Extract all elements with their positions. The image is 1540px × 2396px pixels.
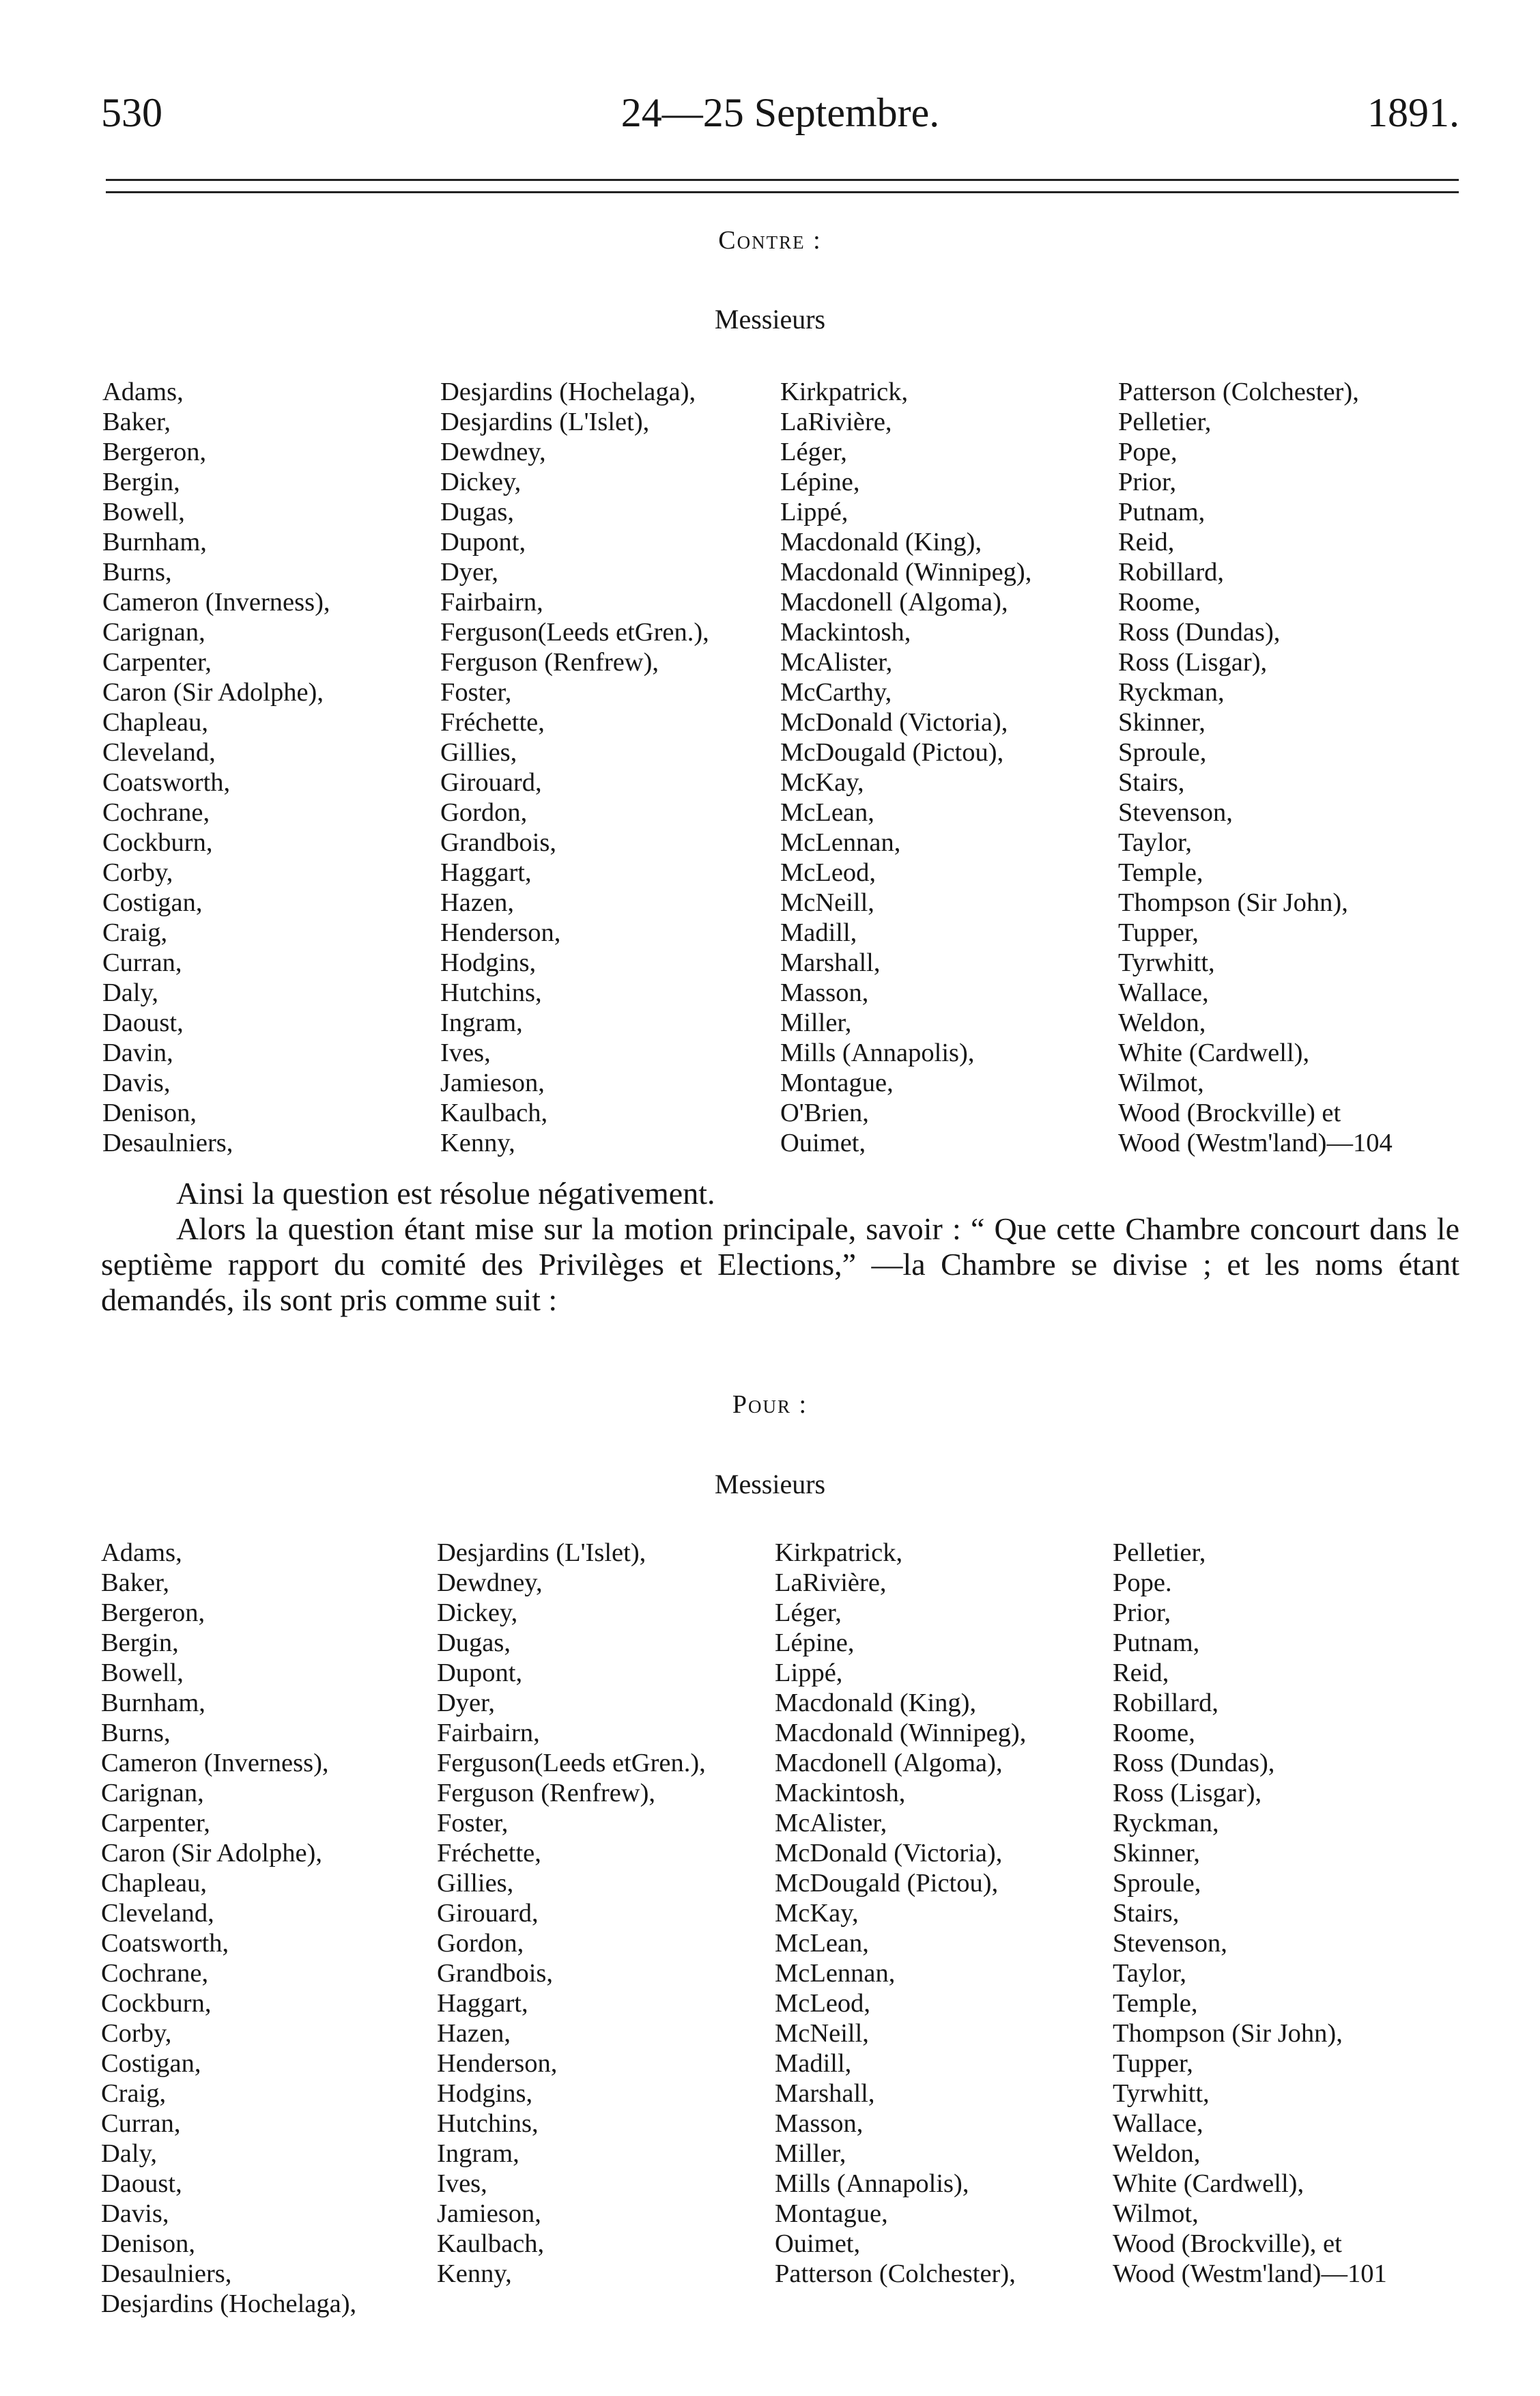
member-name: Pope,	[1118, 438, 1178, 466]
member-name: Sproule,	[1118, 738, 1207, 767]
member-name: Masson,	[780, 978, 869, 1007]
member-name: Kenny,	[440, 1129, 515, 1157]
member-name: Fairbairn,	[440, 588, 543, 617]
member-name: Dyer,	[440, 558, 499, 587]
member-name: Ferguson(Leeds etGren.),	[440, 618, 709, 647]
member-name: Robillard,	[1113, 1689, 1219, 1717]
body-text	[101, 1176, 1459, 1318]
member-name: Caron (Sir Adolphe),	[102, 678, 324, 707]
member-name: Bergin,	[102, 468, 180, 496]
member-name: Tyrwhitt,	[1113, 2079, 1210, 2108]
member-name: Mills (Annapolis),	[775, 2169, 969, 2198]
member-name: Mackintosh,	[775, 1779, 906, 1807]
member-name: White (Cardwell),	[1113, 2169, 1304, 2198]
member-name: Tupper,	[1118, 918, 1199, 947]
member-name: McAlister,	[775, 1809, 887, 1837]
member-name: Madill,	[775, 2049, 852, 2078]
member-name: Ross (Dundas),	[1118, 618, 1281, 647]
member-name: Desjardins (L'Islet),	[437, 1538, 646, 1567]
member-name: Ives,	[440, 1039, 491, 1067]
member-name: Kenny,	[437, 2259, 512, 2288]
pour-column-3	[775, 1538, 1026, 2289]
member-name: Miller,	[780, 1009, 852, 1037]
member-name: Craig,	[102, 918, 168, 947]
member-name: White (Cardwell),	[1118, 1039, 1310, 1067]
member-name: Ferguson (Renfrew),	[440, 648, 659, 677]
member-name: Craig,	[101, 2079, 167, 2108]
contre-column-2	[440, 377, 709, 1158]
member-name: Masson,	[775, 2109, 864, 2138]
member-name: Denison,	[102, 1099, 197, 1127]
member-name: Temple,	[1113, 1989, 1198, 2018]
member-name: Bergeron,	[102, 438, 207, 466]
member-name: Patterson (Colchester),	[1118, 378, 1359, 406]
member-name: Grandbois,	[437, 1959, 554, 1988]
member-name: McLeod,	[780, 858, 876, 887]
member-name: Cochrane,	[101, 1959, 209, 1988]
member-name: Gordon,	[437, 1929, 524, 1958]
member-name: McDonald (Victoria),	[780, 708, 1008, 737]
member-name: Roome,	[1118, 588, 1201, 617]
member-name: Desjardins (Hochelaga),	[101, 2289, 357, 2318]
member-name: Ryckman,	[1113, 1809, 1219, 1837]
member-name: Adams,	[101, 1538, 182, 1567]
member-name: Roome,	[1113, 1719, 1195, 1747]
member-name: Gillies,	[437, 1869, 514, 1898]
member-name: Lépine,	[775, 1629, 855, 1657]
member-name: Ferguson(Leeds etGren.),	[437, 1749, 706, 1777]
member-name: Costigan,	[101, 2049, 201, 2078]
page-number: 530	[101, 90, 162, 135]
member-name: Madill,	[780, 918, 857, 947]
member-name: Desjardins (L'Islet),	[440, 408, 650, 436]
member-name: Carignan,	[102, 618, 205, 647]
member-name: Ferguson (Renfrew),	[437, 1779, 656, 1807]
member-name: Gillies,	[440, 738, 517, 767]
pour-column-4	[1113, 1538, 1387, 2289]
member-name: Caron (Sir Adolphe),	[101, 1839, 322, 1868]
member-name: Corby,	[101, 2019, 172, 2048]
pour-subheading: Messieurs	[714, 1469, 826, 1499]
member-name: Marshall,	[775, 2079, 875, 2108]
member-name: Macdonell (Algoma),	[775, 1749, 1003, 1777]
member-name: Taylor,	[1113, 1959, 1187, 1988]
member-name: Baker,	[101, 1568, 170, 1597]
member-name: Cockburn,	[102, 828, 213, 857]
member-name: LaRivière,	[775, 1568, 887, 1597]
member-name: Girouard,	[440, 768, 542, 797]
member-name: Baker,	[102, 408, 171, 436]
member-name: Burns,	[101, 1719, 171, 1747]
member-name: Pelletier,	[1118, 408, 1212, 436]
member-name: Bowell,	[101, 1659, 184, 1687]
member-name: Skinner,	[1113, 1839, 1200, 1868]
member-name: Mackintosh,	[780, 618, 911, 647]
member-name: Macdonald (King),	[780, 528, 982, 556]
member-name: Dugas,	[437, 1629, 511, 1657]
paragraph-result: Ainsi la question est résolue négativement.	[176, 1176, 715, 1211]
member-name: Macdonald (King),	[775, 1689, 977, 1717]
member-name: Kirkpatrick,	[775, 1538, 903, 1567]
member-name: Cochrane,	[102, 798, 210, 827]
member-name: Dugas,	[440, 498, 514, 526]
member-name: Marshall,	[780, 948, 881, 977]
member-name: Miller,	[775, 2139, 846, 2168]
member-name: Dewdney,	[440, 438, 546, 466]
contre-column-4	[1118, 377, 1393, 1158]
member-name: McLennan,	[780, 828, 901, 857]
member-name: McLennan,	[775, 1959, 896, 1988]
member-name: Chapleau,	[102, 708, 209, 737]
member-name: Reid,	[1113, 1659, 1169, 1687]
member-name: Stevenson,	[1118, 798, 1233, 827]
paragraph-motion: Alors la question étant mise sur la motion principale, savoir : “ Que cette Chambre concourt dans le septième rapport du comité des Privilèges et Elections,” —la Chambre se divise ; et les noms étant demandés, ils sont pris comme suit :	[101, 1211, 1459, 1317]
member-name: Stairs,	[1113, 1899, 1180, 1928]
member-name: Coatsworth,	[102, 768, 231, 797]
member-name: O'Brien,	[780, 1099, 869, 1127]
member-name: Hodgins,	[440, 948, 537, 977]
member-name: Cameron (Inverness),	[101, 1749, 329, 1777]
member-name: Dewdney,	[437, 1568, 543, 1597]
running-head	[101, 82, 1459, 143]
member-name: McKay,	[780, 768, 864, 797]
member-name: Léger,	[780, 438, 847, 466]
member-name: Lépine,	[780, 468, 860, 496]
member-name: Coatsworth,	[101, 1929, 229, 1958]
member-name: Ingram,	[440, 1009, 523, 1037]
member-name: Desaulniers,	[101, 2259, 232, 2288]
page-date: 24—25 Septembre.	[621, 90, 940, 135]
member-name: Lippé,	[775, 1659, 843, 1687]
member-name: Ryckman,	[1118, 678, 1225, 707]
member-name: Hazen,	[437, 2019, 511, 2048]
member-name: Tupper,	[1113, 2049, 1193, 2078]
contre-column-1	[102, 377, 330, 1158]
member-name: Montague,	[780, 1069, 894, 1097]
member-name: McCarthy,	[780, 678, 892, 707]
header-rule-top	[106, 179, 1459, 181]
member-name: Pope.	[1113, 1568, 1172, 1597]
member-name: Girouard,	[437, 1899, 539, 1928]
member-name: Cleveland,	[101, 1899, 214, 1928]
member-name: Carpenter,	[102, 648, 212, 677]
member-name: Dyer,	[437, 1689, 496, 1717]
member-name: Grandbois,	[440, 828, 557, 857]
member-name: Dupont,	[437, 1659, 523, 1687]
member-name: Fréchette,	[440, 708, 545, 737]
member-name: Adams,	[102, 378, 184, 406]
member-name: Wood (Brockville), et	[1113, 2229, 1342, 2258]
member-name: Ross (Lisgar),	[1118, 648, 1268, 677]
member-name: Macdonell (Algoma),	[780, 588, 1008, 617]
member-name: Desaulniers,	[102, 1129, 233, 1157]
member-name: Burnham,	[102, 528, 207, 556]
member-name: McNeill,	[780, 888, 874, 917]
member-name: Hodgins,	[437, 2079, 533, 2108]
contre-column-3	[780, 377, 1031, 1158]
member-name: Dickey,	[440, 468, 522, 496]
member-name: Reid,	[1118, 528, 1175, 556]
member-name: Ouimet,	[780, 1129, 866, 1157]
member-name: Hutchins,	[440, 978, 542, 1007]
member-name: McKay,	[775, 1899, 859, 1928]
member-name: Kirkpatrick,	[780, 378, 909, 406]
member-name: Cockburn,	[101, 1989, 212, 2018]
member-name: Montague,	[775, 2199, 888, 2228]
member-name: Cleveland,	[102, 738, 216, 767]
member-name: McDougald (Pictou),	[780, 738, 1004, 767]
member-name: McLean,	[780, 798, 874, 827]
member-name: Sproule,	[1113, 1869, 1201, 1898]
member-name: Gordon,	[440, 798, 528, 827]
member-name: McLean,	[775, 1929, 869, 1958]
member-name: Skinner,	[1118, 708, 1206, 737]
member-name: Davis,	[102, 1069, 171, 1097]
member-name: Bergeron,	[101, 1598, 205, 1627]
member-name: McNeill,	[775, 2019, 869, 2048]
member-name: Wilmot,	[1118, 1069, 1204, 1097]
member-name: Wood (Brockville) et	[1118, 1099, 1341, 1127]
member-name: Dupont,	[440, 528, 526, 556]
member-name: Burns,	[102, 558, 172, 587]
member-name: Bowell,	[102, 498, 185, 526]
contre-heading: Contre :	[718, 226, 822, 255]
member-name: Macdonald (Winnipeg),	[780, 558, 1032, 587]
member-name: Denison,	[101, 2229, 195, 2258]
member-name: Patterson (Colchester),	[775, 2259, 1016, 2288]
pour-column-2	[437, 1538, 706, 2289]
member-name: Jamieson,	[440, 1069, 545, 1097]
member-name: Prior,	[1113, 1598, 1171, 1627]
member-name: Chapleau,	[101, 1869, 208, 1898]
member-name: Curran,	[102, 948, 182, 977]
member-name: Foster,	[440, 678, 512, 707]
member-name: Bergin,	[101, 1629, 179, 1657]
member-name: Wood (Westm'land)—101	[1113, 2259, 1387, 2288]
member-name: Davis,	[101, 2199, 169, 2228]
member-name: Haggart,	[437, 1989, 528, 2018]
member-name: Temple,	[1118, 858, 1203, 887]
member-name: Daoust,	[101, 2169, 182, 2198]
member-name: Daly,	[101, 2139, 157, 2168]
contre-subheading: Messieurs	[714, 304, 826, 335]
member-name: Mills (Annapolis),	[780, 1039, 975, 1067]
member-name: Ross (Lisgar),	[1113, 1779, 1262, 1807]
member-name: Ouimet,	[775, 2229, 861, 2258]
member-name: Weldon,	[1113, 2139, 1201, 2168]
member-name: Jamieson,	[437, 2199, 541, 2228]
member-name: Costigan,	[102, 888, 203, 917]
member-name: Burnham,	[101, 1689, 205, 1717]
member-name: Wood (Westm'land)—104	[1118, 1129, 1393, 1157]
member-name: McDougald (Pictou),	[775, 1869, 999, 1898]
header-rule-bottom	[106, 191, 1459, 193]
member-name: Curran,	[101, 2109, 181, 2138]
member-name: Carignan,	[101, 1779, 204, 1807]
member-name: Thompson (Sir John),	[1118, 888, 1348, 917]
member-name: Fairbairn,	[437, 1719, 540, 1747]
member-name: Stevenson,	[1113, 1929, 1227, 1958]
member-name: Dickey,	[437, 1598, 518, 1627]
member-name: Stairs,	[1118, 768, 1185, 797]
member-name: Wallace,	[1113, 2109, 1203, 2138]
pour-heading: Pour :	[732, 1390, 808, 1419]
member-name: Hutchins,	[437, 2109, 539, 2138]
member-name: Fréchette,	[437, 1839, 541, 1868]
member-name: Ingram,	[437, 2139, 519, 2168]
member-name: Putnam,	[1118, 498, 1206, 526]
member-name: Kaulbach,	[437, 2229, 545, 2258]
pour-column-1	[101, 1538, 356, 2319]
member-name: Tyrwhitt,	[1118, 948, 1215, 977]
member-name: Henderson,	[437, 2049, 558, 2078]
member-name: Wallace,	[1118, 978, 1209, 1007]
member-name: Lippé,	[780, 498, 849, 526]
member-name: Foster,	[437, 1809, 509, 1837]
member-name: McDonald (Victoria),	[775, 1839, 1003, 1868]
member-name: Daoust,	[102, 1009, 184, 1037]
member-name: Ives,	[437, 2169, 487, 2198]
member-name: Robillard,	[1118, 558, 1225, 587]
member-name: Daly,	[102, 978, 158, 1007]
member-name: Haggart,	[440, 858, 532, 887]
page-year: 1891.	[1367, 90, 1459, 135]
member-name: Taylor,	[1118, 828, 1193, 857]
member-name: Macdonald (Winnipeg),	[775, 1719, 1027, 1747]
member-name: Henderson,	[440, 918, 561, 947]
member-name: Prior,	[1118, 468, 1177, 496]
member-name: Desjardins (Hochelaga),	[440, 378, 696, 406]
member-name: Hazen,	[440, 888, 514, 917]
member-name: Carpenter,	[101, 1809, 210, 1837]
member-name: McAlister,	[780, 648, 893, 677]
member-name: Corby,	[102, 858, 173, 887]
member-name: Thompson (Sir John),	[1113, 2019, 1343, 2048]
member-name: Pelletier,	[1113, 1538, 1206, 1567]
member-name: Davin,	[102, 1039, 173, 1067]
member-name: Kaulbach,	[440, 1099, 548, 1127]
member-name: Putnam,	[1113, 1629, 1200, 1657]
member-name: McLeod,	[775, 1989, 871, 2018]
member-name: Wilmot,	[1113, 2199, 1199, 2228]
member-name: Léger,	[775, 1598, 842, 1627]
member-name: Weldon,	[1118, 1009, 1206, 1037]
member-name: Ross (Dundas),	[1113, 1749, 1275, 1777]
member-name: LaRivière,	[780, 408, 892, 436]
member-name: Cameron (Inverness),	[102, 588, 330, 617]
